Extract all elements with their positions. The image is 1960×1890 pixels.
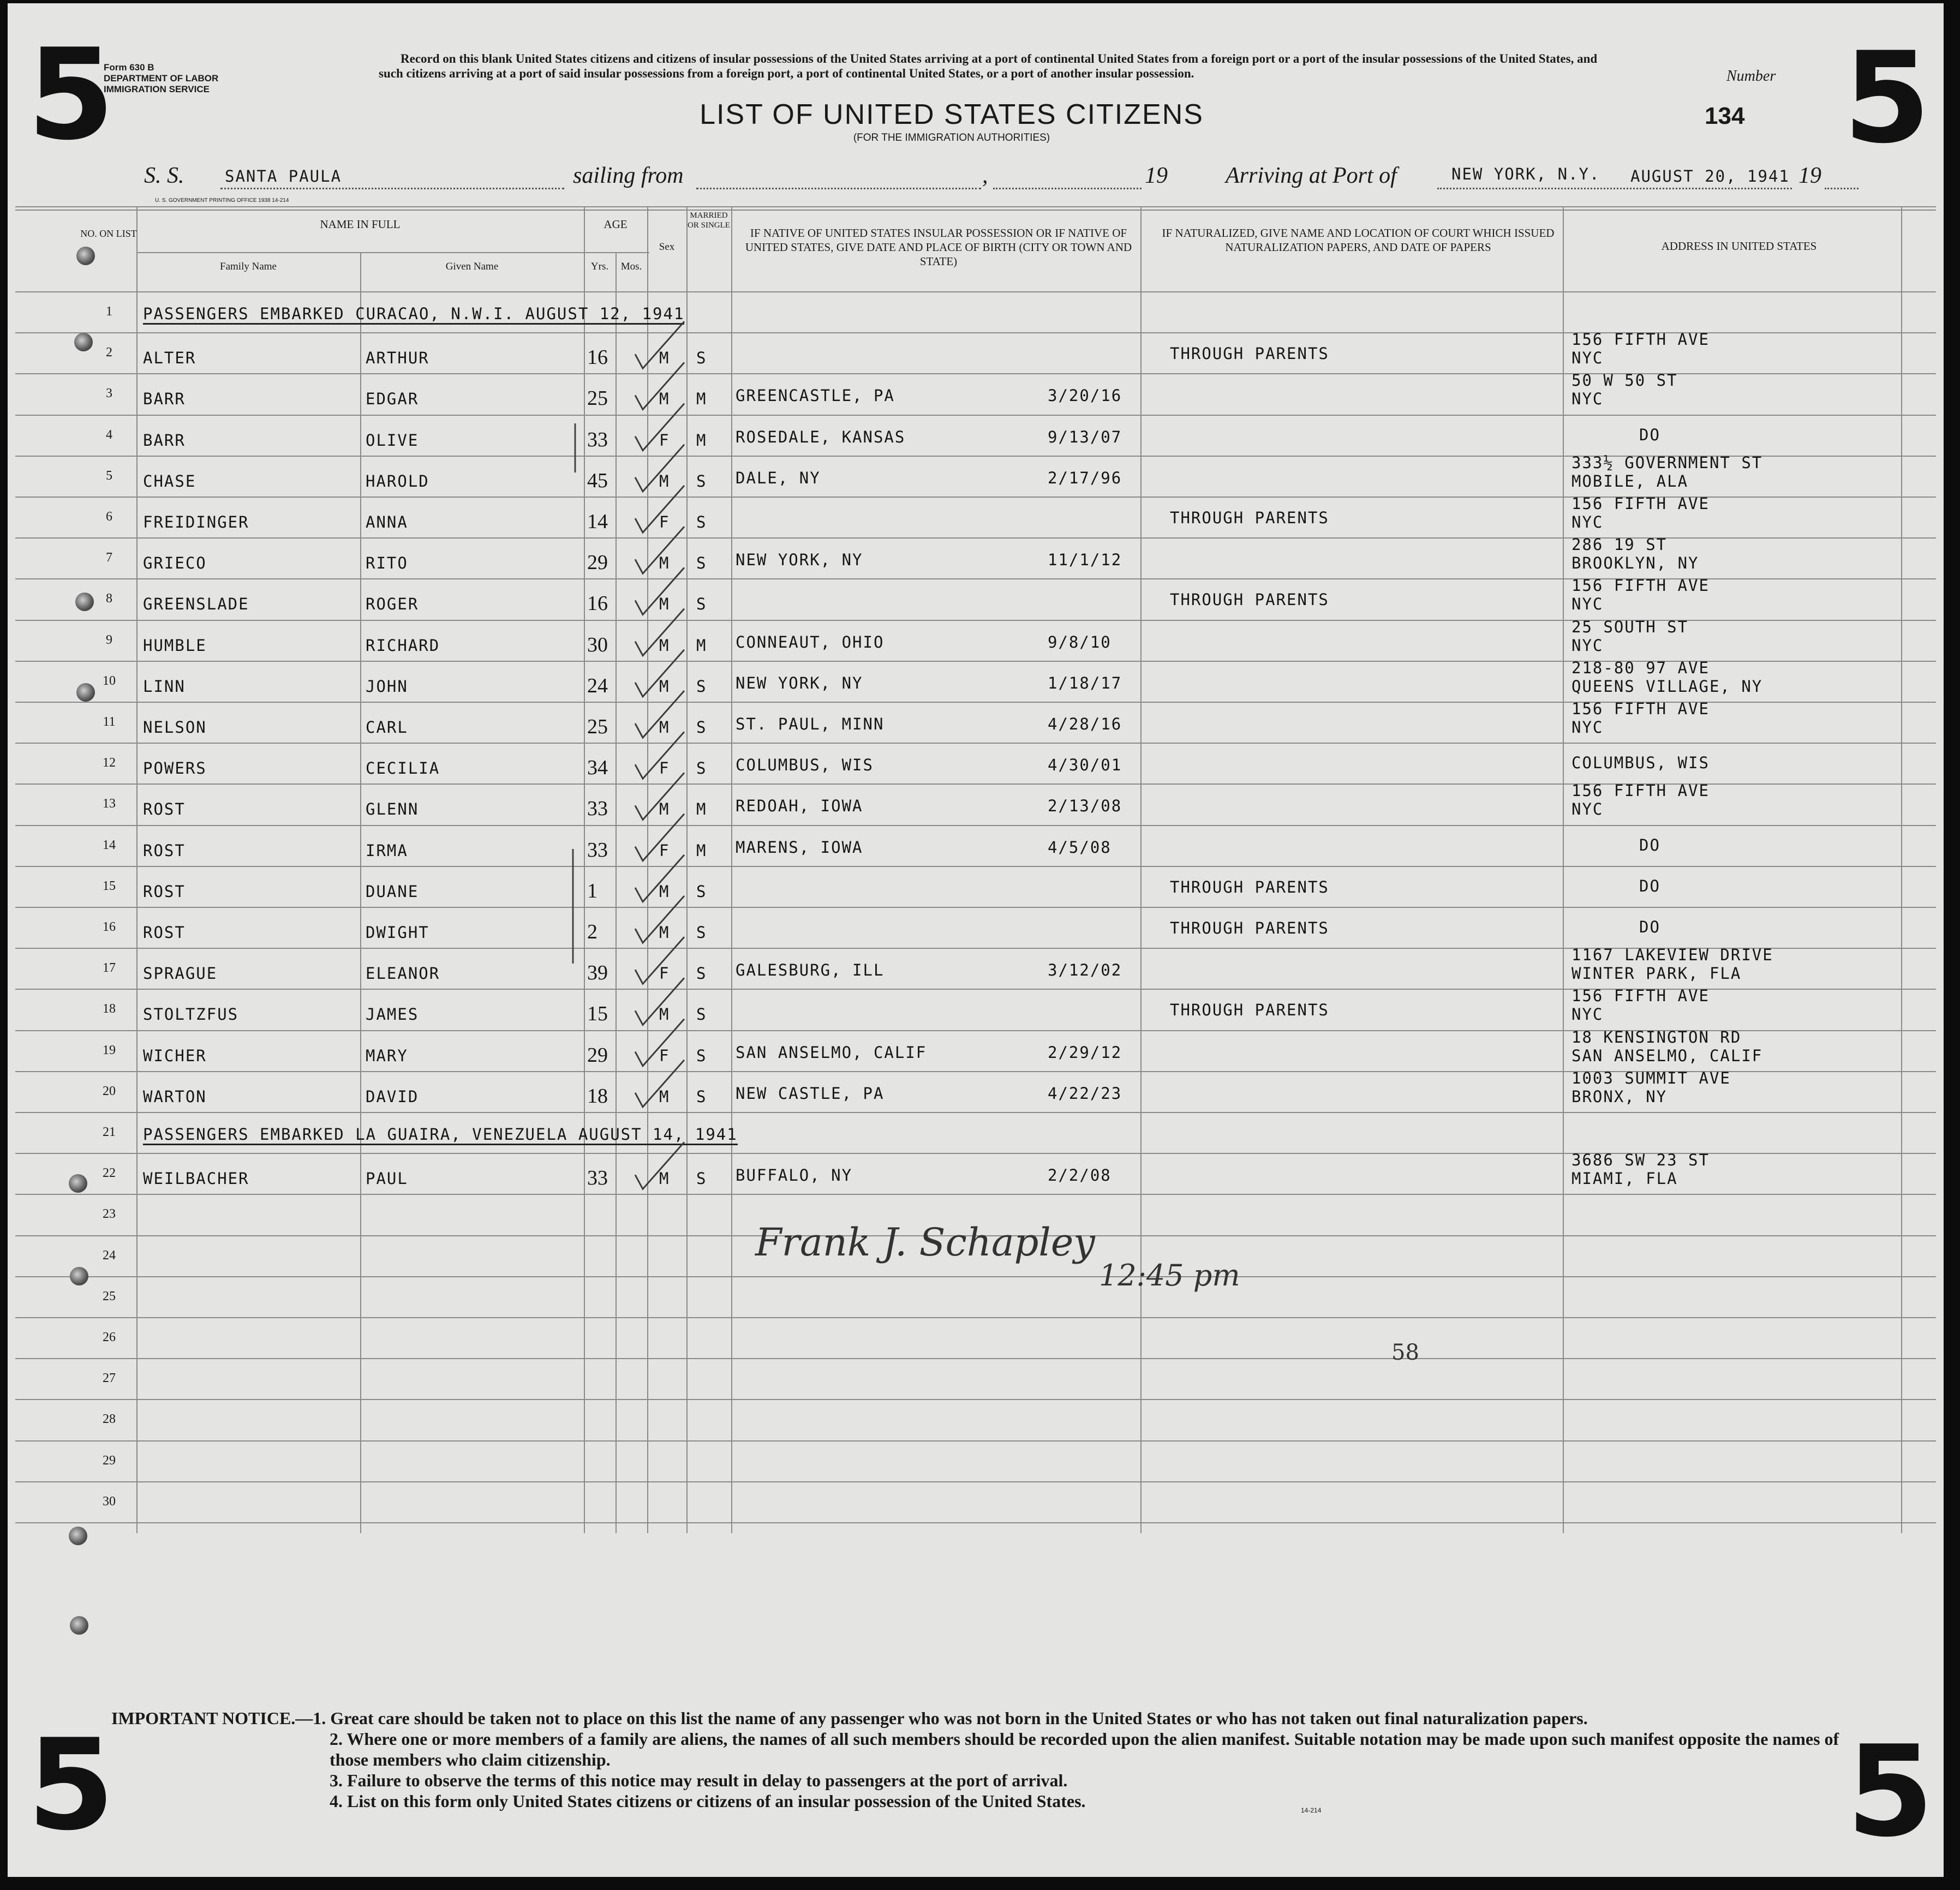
row-number: 24 (103, 1248, 116, 1263)
family-name: BARR (143, 390, 186, 409)
family-name: ROST (143, 882, 186, 901)
sex-value: M (659, 800, 670, 819)
year-label-2: 19 (1798, 163, 1821, 188)
marital-status: S (696, 595, 707, 614)
age-years: 16 (587, 346, 608, 369)
birth-date: 2/29/12 (1048, 1043, 1122, 1062)
birth-place: GREENCASTLE, PA (736, 386, 895, 405)
family-name: NELSON (143, 718, 207, 737)
address-line-1: 156 FIFTH AVE (1571, 699, 1710, 718)
age-years: 16 (587, 592, 608, 615)
given-name: HAROLD (366, 471, 429, 491)
birth-date: 4/22/23 (1048, 1084, 1122, 1103)
address-line-1: 156 FIFTH AVE (1571, 494, 1710, 513)
given-name: EDGAR (366, 390, 419, 409)
age-years: 18 (587, 1084, 608, 1108)
number-value: 134 (1705, 103, 1745, 129)
manifest-sheet (8, 3, 1944, 1877)
comma-mark: , (982, 163, 988, 188)
address-line-2: NYC (1571, 390, 1604, 409)
family-name: CHASE (143, 471, 196, 491)
birth-date: 9/13/07 (1048, 427, 1122, 446)
row-number: 14 (103, 838, 116, 852)
row-number: 8 (106, 591, 112, 606)
row-number: 11 (103, 715, 116, 729)
given-name: DUANE (366, 882, 419, 901)
sex-value: F (659, 964, 670, 983)
header-address: ADDRESS IN UNITED STATES (1661, 240, 1817, 253)
address-line-1: 156 FIFTH AVE (1571, 781, 1710, 800)
given-name: GLENN (366, 800, 419, 819)
naturalization-note: THROUGH PARENTS (1170, 877, 1329, 896)
marital-status: S (696, 554, 707, 573)
age-years: 30 (587, 633, 608, 656)
marital-status: S (696, 718, 707, 737)
given-name: IRMA (366, 841, 408, 860)
sex-value: M (659, 1169, 670, 1188)
print-note: U. S. GOVERNMENT PRINTING OFFICE 1938 14-214 (155, 198, 289, 204)
header-married: MARRIED OR SINGLE (688, 211, 730, 230)
sex-value: M (659, 471, 670, 491)
address-line-2: MIAMI, FLA (1571, 1169, 1678, 1188)
marital-status: S (696, 759, 707, 778)
given-name: DAVID (366, 1087, 419, 1106)
family-name: BARR (143, 430, 186, 450)
marital-status: S (696, 1087, 707, 1106)
row-number: 22 (103, 1166, 116, 1181)
given-name: RICHARD (366, 636, 440, 655)
notice-lead: IMPORTANT NOTICE.— (111, 1708, 313, 1728)
naturalization-note: THROUGH PARENTS (1170, 509, 1329, 527)
row-number: 19 (103, 1043, 116, 1057)
given-name: PAUL (366, 1169, 408, 1188)
handwritten-check-marks (8, 3, 1944, 1877)
sex-value: F (659, 430, 670, 450)
address-line-2: BROOKLYN, NY (1571, 554, 1699, 573)
family-name: GREENSLADE (143, 595, 249, 614)
sex-value: F (659, 513, 670, 531)
sex-value: M (659, 1005, 670, 1024)
sex-value: F (659, 759, 670, 778)
family-name: SPRAGUE (143, 964, 218, 983)
marital-status: M (696, 430, 707, 450)
sex-value: M (659, 636, 670, 655)
age-years: 25 (587, 387, 608, 410)
marital-status: M (696, 800, 707, 819)
address-line-2: NYC (1571, 513, 1604, 531)
birth-place: NEW YORK, NY (736, 551, 863, 570)
family-name: GRIECO (143, 554, 207, 573)
address-line-1: 50 W 50 ST (1571, 371, 1678, 390)
age-years: 14 (587, 510, 608, 533)
given-name: OLIVE (366, 430, 419, 450)
row-number: 23 (103, 1207, 116, 1222)
address-line-2: NYC (1571, 1005, 1604, 1024)
birth-place: COLUMBUS, WIS (736, 756, 874, 775)
marital-status: S (696, 882, 707, 901)
birth-date: 3/20/16 (1048, 386, 1122, 405)
row-number: 9 (106, 632, 112, 647)
address-line-2: NYC (1571, 800, 1604, 819)
marital-status: S (696, 923, 707, 942)
section-heading: PASSENGERS EMBARKED CURACAO, N.W.I. AUGUST 12, 1941 (143, 304, 684, 325)
year-label: 19 (1145, 163, 1168, 188)
marital-status: S (696, 677, 707, 696)
sex-value: M (659, 554, 670, 573)
sex-value: M (659, 718, 670, 737)
sex-value: M (659, 882, 670, 901)
given-name: MARY (366, 1046, 408, 1065)
row-number: 29 (103, 1453, 116, 1468)
age-years: 15 (587, 1002, 608, 1026)
notice-item-3: 3. Failure to observe the terms of this notice may result in delay to passengers at the port of arrival. (330, 1771, 1068, 1790)
header-mos: Mos. (620, 261, 642, 272)
birth-place: GALESBURG, ILL (736, 961, 885, 980)
family-name: STOLTZFUS (143, 1005, 239, 1024)
ship-name: SANTA PAULA (225, 167, 342, 186)
address-line-2: MOBILE, ALA (1571, 471, 1689, 491)
service-label: IMMIGRATION SERVICE (104, 84, 210, 94)
notice-item-2: 2. Where one or more members of a family are aliens, the names of all such members should be recorded upon the alien manifest. Suitable notation may be made upon such manifest opposite the names of those members who claim citizenship. (330, 1729, 1839, 1769)
address-line-2: QUEENS VILLAGE, NY (1571, 677, 1763, 696)
family-name: ALTER (143, 349, 196, 368)
birth-date: 1/18/17 (1048, 673, 1122, 692)
sex-value: M (659, 595, 670, 614)
header-family: Family Name (220, 261, 277, 272)
arriving-label: Arriving at Port of (1226, 163, 1397, 188)
birth-date: 2/13/08 (1048, 797, 1122, 816)
address-line-2: DO (1639, 876, 1660, 895)
family-name: WICHER (143, 1046, 207, 1065)
birth-date: 9/8/10 (1048, 632, 1112, 651)
address-line-2: BRONX, NY (1571, 1087, 1668, 1106)
arrival-port: NEW YORK, N.Y. (1451, 165, 1600, 183)
address-line-1: 1003 SUMMIT AVE (1571, 1068, 1731, 1087)
page-title: LIST OF UNITED STATES CITIZENS (700, 99, 1204, 130)
marital-status: S (696, 964, 707, 983)
important-notice (111, 1708, 1874, 1811)
corner-digit-bottom-right: 5 (1847, 1719, 1934, 1865)
corner-digit-top-left: 5 (27, 22, 115, 168)
birth-place: MARENS, IOWA (736, 838, 863, 857)
birth-date: 2/17/96 (1048, 468, 1122, 487)
notice-item-4: 4. List on this form only United States citizens or citizens of an insular possession of the United States. (330, 1791, 1086, 1811)
naturalization-note: THROUGH PARENTS (1170, 919, 1329, 937)
age-years: 29 (587, 1043, 608, 1067)
check-mark (635, 1142, 684, 1189)
family-name: POWERS (143, 759, 207, 778)
corner-digit-top-right: 5 (1843, 26, 1931, 171)
intro-text: Record on this blank United States citizens and citizens of insular possessions of the United States arriving at a port of continental United States from a foreign port or a port of the insular possessions of the United States, and such citizens arriving at a port of said insular possessions from a foreign port, a port of continental United States, or a port of another insular possession. (379, 52, 1598, 80)
row-number: 16 (103, 920, 116, 934)
row-number: 13 (103, 797, 116, 811)
marital-status: S (696, 1046, 707, 1065)
header-given: Given Name (445, 261, 499, 272)
form-number: Form 630 B (104, 62, 154, 73)
address-line-1: 156 FIFTH AVE (1571, 986, 1710, 1006)
marital-status: S (696, 471, 707, 491)
family-name: WEILBACHER (143, 1169, 249, 1188)
given-name: DWIGHT (366, 923, 429, 942)
address-line-1: 286 19 ST (1571, 535, 1668, 554)
age-years: 33 (587, 797, 608, 821)
age-years: 45 (587, 469, 608, 492)
row-number: 28 (103, 1412, 116, 1427)
family-name: ROST (143, 923, 186, 942)
marital-status: M (696, 636, 707, 655)
birth-place: NEW CASTLE, PA (736, 1084, 885, 1103)
section-heading: PASSENGERS EMBARKED LA GUAIRA, VENEZUELA AUGUST 14, 1941 (143, 1125, 738, 1145)
row-number: 1 (106, 304, 112, 319)
naturalization-note: THROUGH PARENTS (1170, 344, 1329, 363)
birth-place: DALE, NY (736, 468, 821, 487)
birth-date: 2/2/08 (1048, 1166, 1112, 1185)
address-line-1: 333½ GOVERNMENT ST (1571, 453, 1763, 472)
birth-date: 4/28/16 (1048, 715, 1122, 733)
given-name: JAMES (366, 1005, 419, 1024)
sex-value: M (659, 677, 670, 696)
page-number: 58 (1391, 1340, 1419, 1365)
family-name: ROST (143, 841, 186, 860)
row-number: 30 (103, 1494, 116, 1509)
address-line-2: NYC (1571, 718, 1604, 737)
arrival-date: AUGUST 20, 1941 (1630, 167, 1790, 186)
birth-place: ROSEDALE, KANSAS (736, 427, 906, 446)
age-years: 24 (587, 674, 608, 697)
row-number: 18 (103, 1002, 116, 1016)
row-number: 27 (103, 1371, 116, 1386)
row-number: 3 (106, 386, 112, 401)
family-name: LINN (143, 677, 186, 696)
age-years: 33 (587, 838, 608, 862)
age-years: 39 (587, 961, 608, 985)
address-line-2: DO (1639, 835, 1660, 854)
department-label: DEPARTMENT OF LABOR (104, 73, 219, 83)
marital-status: M (696, 390, 707, 409)
naturalization-note: THROUGH PARENTS (1170, 590, 1329, 609)
family-name: ROST (143, 800, 186, 819)
row-number: 10 (103, 673, 116, 688)
birth-place: ST. PAUL, MINN (736, 715, 885, 733)
marital-status: S (696, 513, 707, 531)
birth-place: REDOAH, IOWA (736, 797, 863, 816)
header-name-in-full: NAME IN FULL (320, 218, 401, 231)
given-name: CARL (366, 718, 408, 737)
marital-status: S (696, 1169, 707, 1188)
sex-value: M (659, 349, 670, 368)
age-years: 33 (587, 428, 608, 451)
given-name: ARTHUR (366, 349, 429, 368)
family-name: HUMBLE (143, 636, 207, 655)
address-line-2: COLUMBUS, WIS (1571, 753, 1710, 773)
sex-value: M (659, 390, 670, 409)
birth-date: 11/1/12 (1048, 551, 1122, 570)
sex-value: M (659, 923, 670, 942)
row-number: 4 (106, 427, 112, 442)
row-number: 2 (106, 345, 112, 360)
row-number: 7 (106, 551, 112, 565)
address-line-1: 1167 LAKEVIEW DRIVE (1571, 946, 1773, 965)
given-name: ELEANOR (366, 964, 440, 983)
row-number: 20 (103, 1084, 116, 1098)
naturalization-note: THROUGH PARENTS (1170, 1001, 1329, 1020)
ss-label: S. S. (144, 163, 184, 188)
sex-value: M (659, 1087, 670, 1106)
row-number: 12 (103, 756, 116, 770)
address-line-1: 3686 SW 23 ST (1571, 1151, 1710, 1170)
page-subtitle: (FOR THE IMMIGRATION AUTHORITIES) (853, 132, 1050, 143)
birth-date: 4/5/08 (1048, 838, 1112, 857)
header-no: NO. ON LIST (80, 228, 137, 239)
age-years: 25 (587, 715, 608, 738)
form-code: 14-214 (1301, 1807, 1322, 1814)
header-age: AGE (603, 218, 628, 231)
address-line-2: DO (1639, 918, 1660, 936)
marital-status: S (696, 1005, 707, 1024)
address-line-1: 218-80 97 AVE (1571, 658, 1710, 677)
age-years: 29 (587, 551, 608, 575)
row-number: 6 (106, 510, 112, 524)
marital-status: S (696, 349, 707, 368)
sex-value: F (659, 1046, 670, 1065)
age-years: 33 (587, 1167, 608, 1190)
address-line-2: DO (1639, 425, 1660, 444)
address-line-1: 156 FIFTH AVE (1571, 576, 1710, 595)
address-line-2: NYC (1571, 349, 1604, 368)
header-naturalized: IF NATURALIZED, GIVE NAME AND LOCATION OF COURT WHICH ISSUED NATURALIZATION PAPERS, AND DATE OF PAPERS (1162, 226, 1555, 254)
family-name: WARTON (143, 1087, 207, 1106)
header-sex: Sex (659, 241, 675, 253)
row-number: 15 (103, 878, 116, 893)
sex-value: F (659, 841, 670, 860)
corner-digit-bottom-left: 5 (27, 1713, 115, 1858)
row-number: 17 (103, 961, 116, 976)
address-line-2: NYC (1571, 595, 1604, 614)
given-name: ANNA (366, 513, 408, 531)
number-label: Number (1726, 68, 1776, 85)
row-number: 21 (103, 1125, 116, 1139)
handwritten-time: 12:45 pm (1099, 1258, 1240, 1293)
notice-item-1: 1. Great care should be taken not to place on this list the name of any passenger who was not born in the United States or who has not taken out final naturalization papers. (313, 1708, 1588, 1728)
row-number: 25 (103, 1289, 116, 1303)
birth-date: 3/12/02 (1048, 961, 1122, 980)
given-name: RITO (366, 554, 408, 573)
age-years: 34 (587, 756, 608, 780)
address-line-1: 25 SOUTH ST (1571, 617, 1689, 636)
age-years: 1 (587, 879, 597, 902)
row-number: 5 (106, 468, 112, 483)
sailing-label: sailing from (573, 163, 684, 188)
birth-place: BUFFALO, NY (736, 1166, 853, 1185)
marital-status: M (696, 841, 707, 860)
given-name: CECILIA (366, 759, 440, 778)
address-line-1: 156 FIFTH AVE (1571, 330, 1710, 349)
inspector-signature: Frank J. Schapley (755, 1220, 1095, 1265)
address-line-2: WINTER PARK, FLA (1571, 964, 1742, 983)
row-number: 26 (103, 1330, 116, 1344)
address-line-2: NYC (1571, 636, 1604, 655)
age-years: 2 (587, 920, 597, 943)
header-birth: IF NATIVE OF UNITED STATES INSULAR POSSESSION OR IF NATIVE OF UNITED STATES, GIVE DATE AND PLACE OF BIRTH (CITY OR TOWN AND STATE) (745, 226, 1132, 268)
header-yrs: Yrs. (590, 261, 609, 272)
birth-place: SAN ANSELMO, CALIF (736, 1043, 927, 1062)
birth-place: CONNEAUT, OHIO (736, 632, 885, 651)
birth-place: NEW YORK, NY (736, 673, 863, 692)
given-name: JOHN (366, 677, 408, 696)
given-name: ROGER (366, 595, 419, 614)
address-line-2: SAN ANSELMO, CALIF (1571, 1046, 1763, 1065)
address-line-1: 18 KENSINGTON RD (1571, 1027, 1742, 1046)
family-name: FREIDINGER (143, 513, 249, 531)
birth-date: 4/30/01 (1048, 756, 1122, 775)
check-mark (635, 321, 684, 368)
